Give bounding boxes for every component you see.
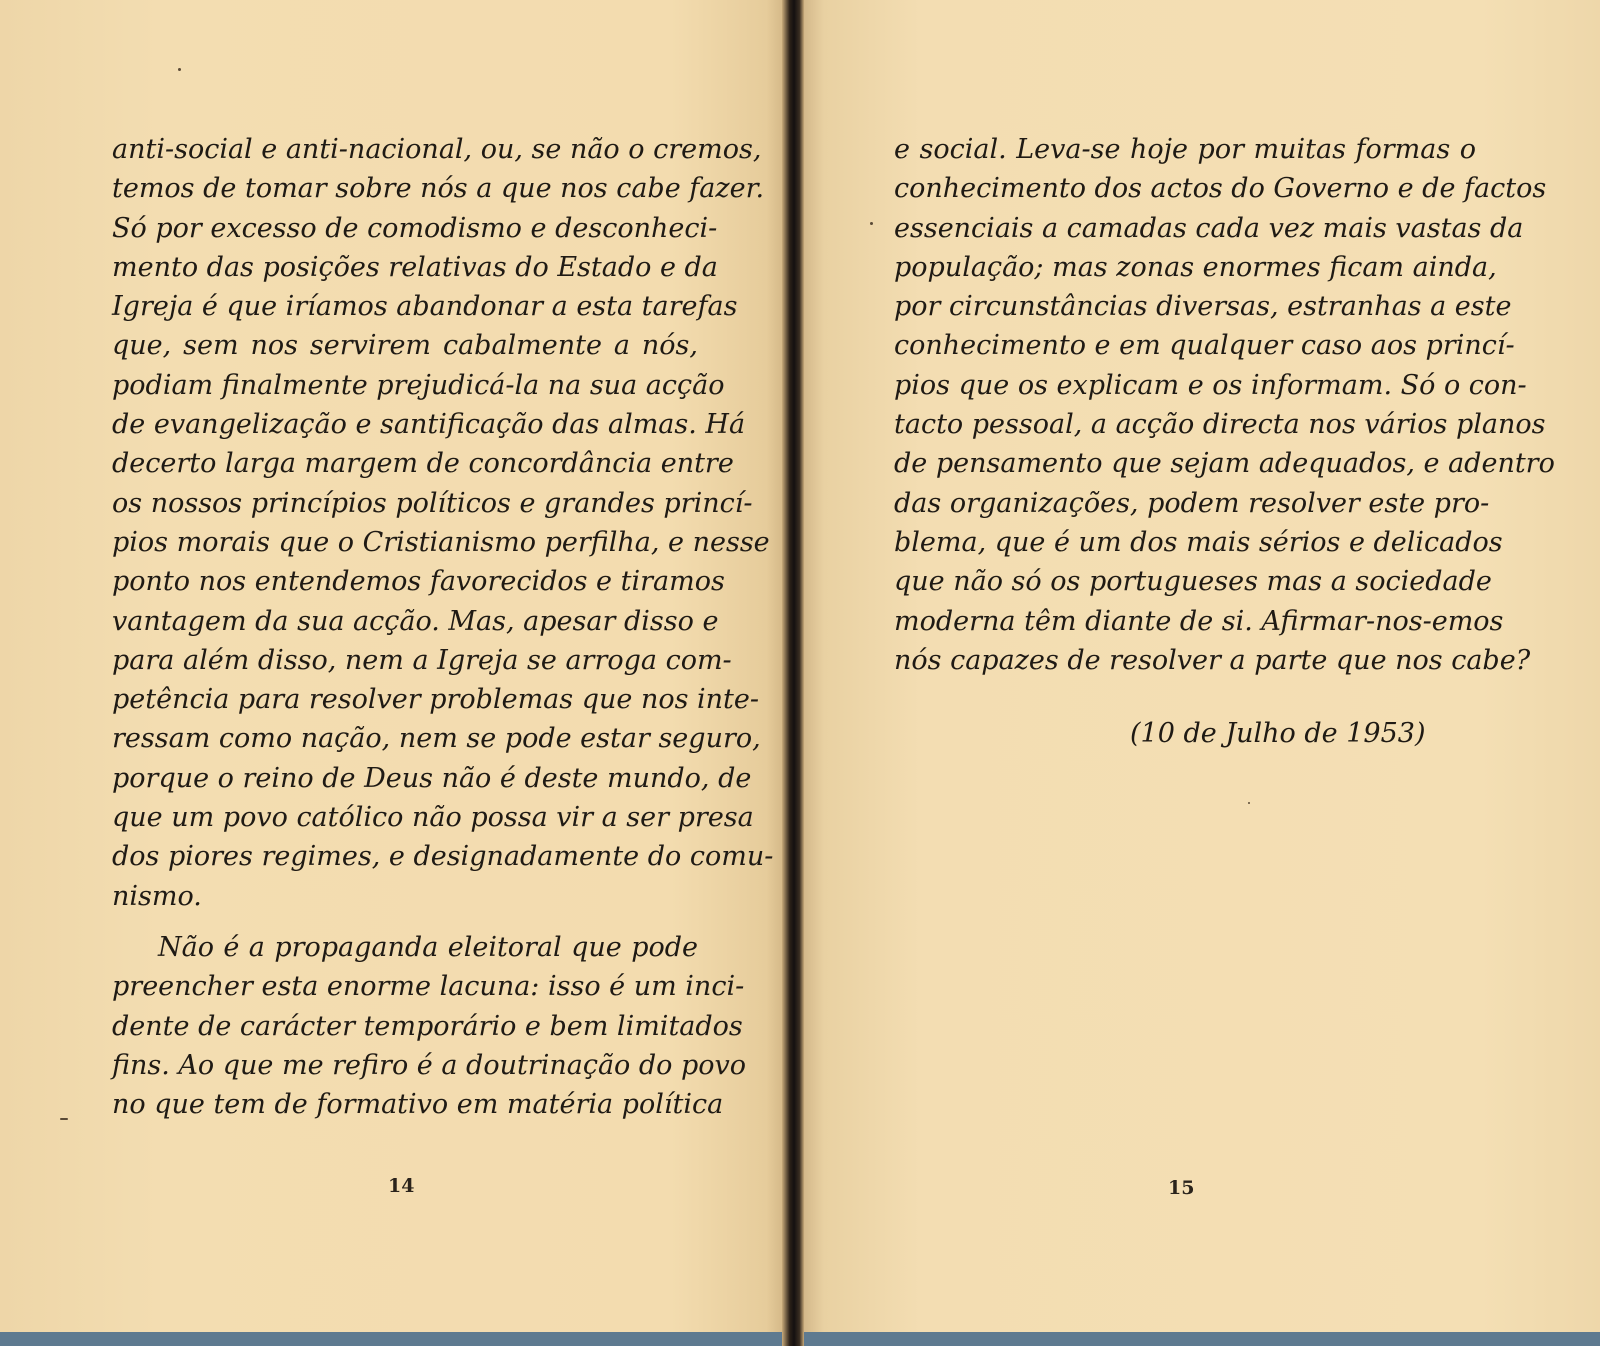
text-line: porque o reino de Deus não é deste mundo, de (112, 762, 752, 794)
text-line: tacto pessoal, a acção directa nos vários planos (894, 409, 1546, 441)
text-line: ressam como nação, nem se pode estar seguro, (112, 723, 761, 755)
paper-speck (870, 222, 873, 225)
page-number-right: 15 (1168, 1177, 1195, 1199)
paper-mark (60, 1118, 68, 1120)
text-line: população; mas zonas enormes ficam ainda, (894, 251, 1497, 283)
text-line: preencher esta enorme lacuna: isso é um inci- (112, 971, 745, 1003)
text-line: dos piores regimes, e designadamente do comu- (112, 841, 774, 873)
left-page-text (112, 130, 774, 1124)
text-line: conhecimento e em qualquer caso aos princí- (894, 330, 1515, 362)
paragraph-gap (112, 916, 698, 928)
date-signature: (10 de Julho de 1953) (1130, 718, 1426, 749)
text-line: e social. Leva-se hoje por muitas formas o (894, 134, 1476, 165)
text-line: nós capazes de resolver a parte que nos cabe? (894, 644, 1531, 676)
text-line: temos de tomar sobre nós a que nos cabe fazer. (112, 173, 765, 205)
text-line: de pensamento que sejam adequados, e adentro (894, 448, 1555, 480)
text-line: podiam finalmente prejudicá-la na sua acção (112, 369, 725, 401)
text-line: das organizações, podem resolver este pro- (894, 487, 1490, 519)
text-line: que, sem nos servirem cabalmente a nós, (112, 330, 698, 362)
left-paragraph-1 (112, 130, 774, 916)
text-line: por circunstâncias diversas, estranhas a este (894, 291, 1512, 323)
text-line: para além disso, nem a Igreja se arroga com- (112, 644, 732, 676)
text-line: pios que os explicam e os informam. Só o con- (894, 369, 1527, 401)
text-line: vantagem da sua acção. Mas, apesar disso e (112, 605, 719, 637)
text-line: decerto larga margem de concordância entre (112, 448, 734, 480)
text-line: Só por excesso de comodismo e desconheci- (112, 212, 718, 244)
text-line: blema, que é um dos mais sérios e delicados (894, 526, 1503, 558)
right-page-text (894, 130, 1555, 680)
text-line: Não é a propaganda eleitoral que pode (158, 931, 698, 963)
paper-speck (1248, 802, 1250, 804)
text-line: fins. Ao que me refiro é a doutrinação do povo (112, 1049, 747, 1081)
text-line: no que tem de formativo em matéria política (112, 1089, 724, 1121)
book-gutter (782, 0, 804, 1346)
text-line: que um povo católico não possa vir a ser presa (112, 802, 754, 834)
text-line: anti-social e anti-nacional, ou, se não o cremos, (112, 134, 762, 165)
left-page (0, 0, 790, 1332)
text-line: os nossos princípios políticos e grandes princí- (112, 487, 753, 519)
text-line: mento das posições relativas do Estado e da (112, 251, 718, 283)
text-line: petência para resolver problemas que nos inte- (112, 684, 760, 716)
left-paragraph-2 (112, 928, 747, 1124)
text-line: dente de carácter temporário e bem limitados (112, 1010, 743, 1042)
text-line: moderna têm diante de si. Afirmar-nos-emos (894, 605, 1504, 637)
text-line: que não só os portugueses mas a sociedade (894, 566, 1492, 598)
text-line: nismo. (112, 880, 202, 912)
text-line: conhecimento dos actos do Governo e de factos (894, 173, 1547, 205)
paper-speck (178, 68, 181, 71)
text-line: Igreja é que iríamos abandonar a esta tarefas (112, 291, 738, 323)
text-line: ponto nos entendemos favorecidos e tiramos (112, 566, 725, 598)
text-line: pios morais que o Cristianismo perfilha, e nesse (112, 526, 770, 558)
text-line: essenciais a camadas cada vez mais vastas da (894, 212, 1524, 244)
page-number-left: 14 (388, 1175, 415, 1197)
text-line: de evangelização e santificação das almas. Há (112, 409, 746, 441)
